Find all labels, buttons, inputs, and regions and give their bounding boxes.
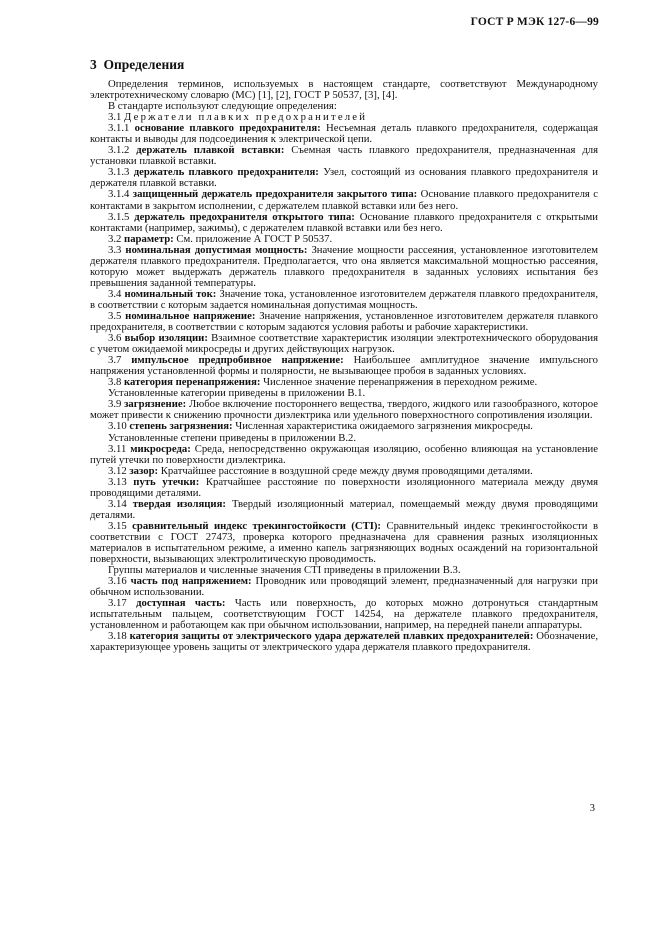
group-heading-number: 3.1 <box>108 111 122 124</box>
definition-text: Съемная часть плавкого предохранителя, предназначенная для установки плавкой вставки. <box>90 144 599 168</box>
definition-number: 3.15 <box>108 519 127 532</box>
definition-item <box>90 245 598 289</box>
definition-item <box>90 521 598 565</box>
definitions-body <box>90 79 598 653</box>
definition-number: 3.5 <box>108 309 122 322</box>
definition-number: 3.13 <box>108 475 127 488</box>
definition-number: 3.4 <box>108 287 122 300</box>
definition-note: Установленные степени приведены в приложении В.2. <box>108 431 357 444</box>
definition-note: Установленные категории приведены в приложении В.1. <box>108 387 366 400</box>
definition-number: 3.18 <box>108 630 127 643</box>
definition-item <box>90 212 598 234</box>
definition-list <box>90 123 598 653</box>
definition-term: основание плавкого предохранителя: <box>134 122 321 135</box>
definition-item <box>90 289 598 311</box>
definition-item <box>90 123 598 145</box>
definition-term: держатель плавкого предохранителя: <box>133 166 319 179</box>
definition-term: сравнительный индекс трекингостойкости (CTI): <box>132 519 381 532</box>
definition-text: Численная характеристика ожидаемого загрязнения микросреды. <box>235 420 533 433</box>
definition-term: держатель предохранителя открытого типа: <box>134 210 355 223</box>
definition-number: 3.17 <box>108 597 127 610</box>
definition-term: степень загрязнения: <box>129 420 233 433</box>
definition-item <box>90 145 598 167</box>
definition-text: Основание плавкого предохранителя с открытыми контактами (например, зажимы), с держателем плавкой вставки или без него. <box>90 210 599 234</box>
definition-term: категория защиты от электрического удара держателей плавких предохранителей: <box>129 630 534 643</box>
definition-number: 3.1.4 <box>108 188 130 201</box>
definition-item <box>90 311 598 333</box>
definition-item <box>90 631 598 653</box>
definition-item <box>90 399 598 421</box>
definition-number: 3.3 <box>108 243 122 256</box>
definition-text: Несъемная деталь плавкого предохранителя, содержащая контакты и выводы для подсоединения к электрической цепи. <box>90 122 599 146</box>
definition-item <box>90 598 598 631</box>
definition-term: твердая изоляция: <box>132 497 226 510</box>
definition-text: Взаимное соответствие характеристик изоляции электротехнического оборудования с учетом ожидаемой микросреды и других действующих нагрузок. <box>90 332 599 356</box>
definition-item <box>90 189 598 211</box>
definition-number: 3.11 <box>108 442 127 455</box>
definition-number: 3.10 <box>108 420 127 433</box>
definition-term: импульсное предпробивное напряжение: <box>131 354 344 367</box>
definition-note: Группы материалов и численные значения CTI приведены в приложении В.3. <box>108 564 461 577</box>
definition-text: Основание плавкого предохранителя с контактами в закрытом исполнении, с держателем плавкой вставки или без него. <box>90 188 598 212</box>
definition-text: Кратчайшее расстояние в воздушной среде между двумя проводящими деталями. <box>160 464 533 477</box>
definition-text: Кратчайшее расстояние по поверхности изоляционного материала между двумя проводящими деталями. <box>90 475 599 499</box>
definition-number: 3.1.2 <box>108 144 130 157</box>
definition-text: Значение тока, установленное изготовителем держателя плавкого предохранителя, в соответствии с которым задается номинальная допустимая мощность. <box>90 287 599 311</box>
definition-term: зазор: <box>129 464 159 477</box>
definition-number: 3.16 <box>108 575 127 588</box>
section-number: 3 <box>90 57 97 72</box>
definition-term: часть под напряжением: <box>130 575 252 588</box>
definition-text: Среда, непосредственно окружающая изоляцию, особенно влияющая на установление путей утечки по поверхности диэлектрика. <box>90 442 599 466</box>
definition-term: загрязнение: <box>124 398 187 411</box>
definition-number: 3.8 <box>108 376 122 389</box>
definition-term: категория перенапряжения: <box>124 376 261 389</box>
definition-item <box>90 499 598 521</box>
definition-term: номинальный ток: <box>124 287 217 300</box>
definition-text: Часть или поверхность, до которых можно дотронуться стандартным испытательным пальцем, соответствующим ГОСТ 14254, на держателе плавкого предохранителя, установленном и работающем как при обычном использовании, например, на передней панели аппаратуры. <box>90 597 599 632</box>
definition-text: См. приложение А ГОСТ Р 50537. <box>176 232 333 245</box>
section-title-text: Определения <box>103 57 185 72</box>
definition-text: Узел, состоящий из основания плавкого предохранителя и держателя плавкой вставки. <box>90 166 599 190</box>
intro-paragraph: Определения терминов, используемых в настоящем стандарте, соответствуют Международному электротехническому словарю (МС) [1], [2], ГОСТ Р 50537, [3], [4]. <box>90 78 598 102</box>
definition-term: держатель плавкой вставки: <box>136 144 285 157</box>
group-heading-text: Держатели плавких предохранителей <box>124 111 368 124</box>
section-title <box>90 57 184 73</box>
definition-text: Значение напряжения, установленное изготовителем держателя плавкого предохранителя, в соответствии с которым задаются условия работы и рабочие характеристики. <box>90 309 598 334</box>
definition-item <box>90 167 598 189</box>
definition-item <box>90 444 598 466</box>
definition-item <box>90 355 598 377</box>
page-number: 3 <box>589 803 595 814</box>
definition-term: микросреда: <box>130 442 191 455</box>
definition-number: 3.12 <box>108 464 127 477</box>
definition-text: Наибольшее амплитудное значение импульсного напряжения установленной формы и полярности, не вызывающее пробоя в заданных условиях. <box>90 354 598 378</box>
definition-term: номинальная допустимая мощность: <box>125 243 308 256</box>
definition-term: выбор изоляции: <box>124 332 208 345</box>
definition-text: Сравнительный индекс трекингостойкости в соответствии с ГОСТ 27473, проверка которого предназначена для сравнения разных изоляционных материалов в испытательном режиме, а именно капель загрязняющих водных осаждений на горизонтальной поверхности, вызывающих электролитическую проводимость. <box>90 519 598 566</box>
definition-term: номинальное напряжение: <box>125 309 256 322</box>
definition-item <box>90 576 598 598</box>
definition-text: Проводник или проводящий элемент, предназначенный для нагрузки при обычном использовании. <box>90 575 598 599</box>
definition-text: Численное значение перенапряжения в переходном режиме. <box>263 376 538 389</box>
definition-number: 3.9 <box>108 398 122 411</box>
definition-text: Любое включение постороннего вещества, твердого, жидкого или газообразного, которое может привести к снижению прочности диэлектрика или удельного поверхностного сопротивления изоляции. <box>90 398 598 422</box>
definition-term: параметр: <box>124 232 174 245</box>
definition-text: Значение мощности рассеяния, установленное изготовителем держателя плавкого предохранителя. Предполагается, что она является максимальной мощностью рассеяния, которую может выдержать держатель плавкого предохранителя в заданных условиях испытания без превышения заданной температуры. <box>90 243 598 289</box>
definition-number: 3.2 <box>108 232 122 245</box>
definition-item <box>90 333 598 355</box>
definition-term: защищенный держатель предохранителя закрытого типа: <box>132 188 418 201</box>
definition-item <box>90 421 598 432</box>
definition-number: 3.7 <box>108 354 122 367</box>
definition-number: 3.1.3 <box>108 166 130 179</box>
definition-text: Обозначение, характеризующее уровень защиты от электрического удара держателя плавкого предохранителя. <box>90 630 599 654</box>
definition-term: доступная часть: <box>136 597 226 610</box>
definition-number: 3.1.1 <box>108 122 130 135</box>
definition-text: Твердый изоляционный материал, помещаемый между двумя проводящими деталями. <box>90 497 599 521</box>
definition-number: 3.1.5 <box>108 210 130 223</box>
definition-item <box>90 477 598 499</box>
definition-term: путь утечки: <box>133 475 200 488</box>
definition-number: 3.14 <box>108 497 127 510</box>
definition-number: 3.6 <box>108 332 122 345</box>
intro-line: В стандарте используют следующие определения: <box>108 100 337 113</box>
standard-header: ГОСТ Р МЭК 127-6—99 <box>470 16 599 28</box>
